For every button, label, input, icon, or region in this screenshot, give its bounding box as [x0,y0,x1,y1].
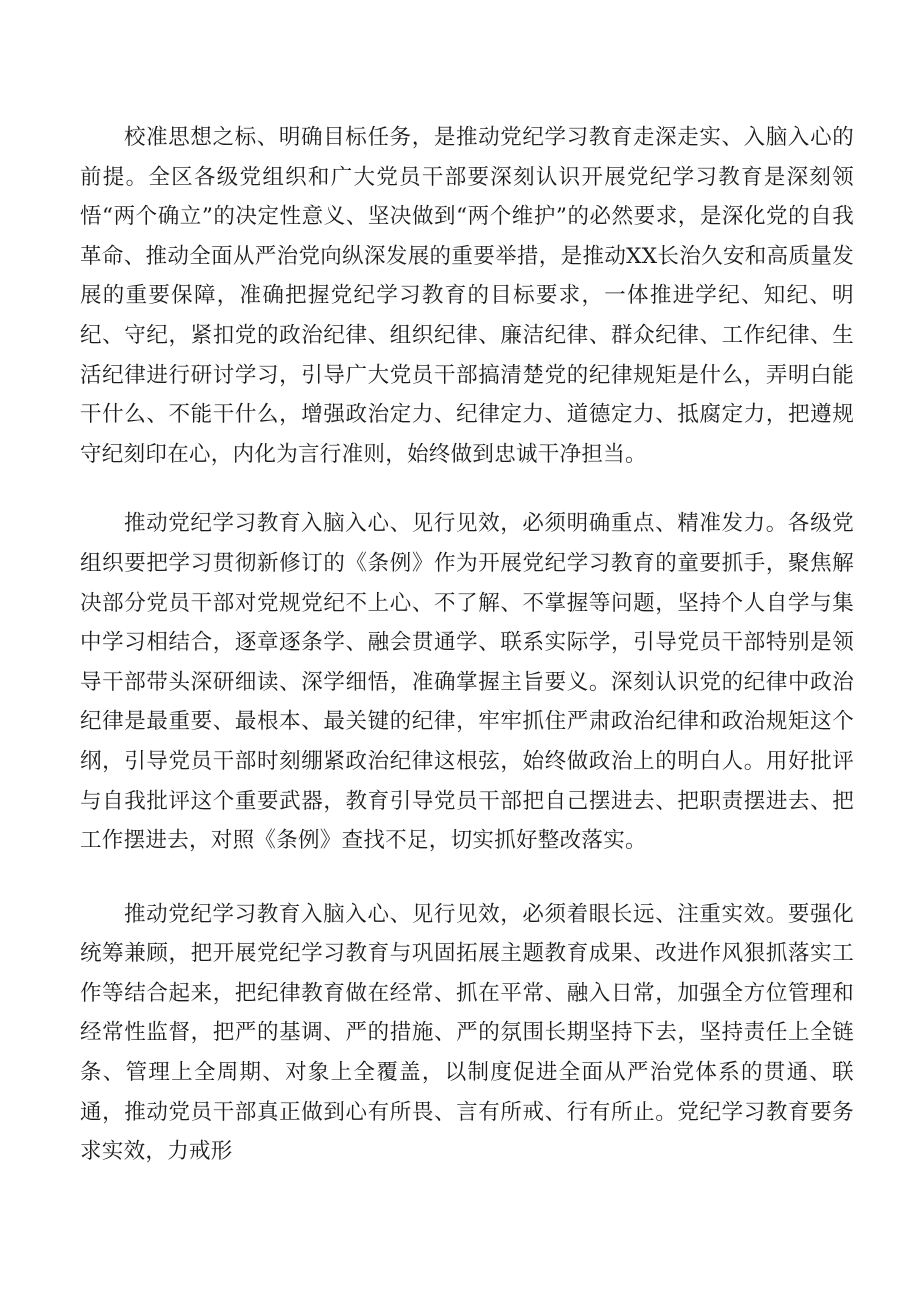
paragraph-long-term-effect: 推动党纪学习教育入脑入心、见行见效，必须着眼长远、注重实效。要强化统筹兼顾，把开展党纪学习教育与巩固拓展主题教育成果、改进作风狠抓落实工作等结合起来，把纪律教育做在经常、抓在平常、融入日常，加强全方位管理和经常性监督，把严的基调、严的措施、严的氛围长期坚持下去，坚持责任上全链条、管理上全周期、对象上全覆盖，以制度促进全面从严治党体系的贯通、联通，推动党员干部真正做到心有所畏、言有所戒、行有所止。党纪学习教育要务求实效，力戒形 [80,901,854,1165]
paragraph-key-focus: 推动党纪学习教育入脑入心、见行见效，必须明确重点、精准发力。各级党组织要把学习贯彻新修订的《条例》作为开展党纪学习教育的童要抓手，聚焦解决部分党员干部对党规党纪不上心、不了解、不掌握等问题，坚持个人自学与集中学习相结合，逐章逐条学、融会贯通学、联系实际学，引导党员干部特别是领导干部带头深研细读、深学细悟，准确掌握主旨要义。深刻认识党的纪律中政治纪律是最重要、最根本、最关键的纪律，牢牢抓住严肃政治纪律和政治规矩这个纲，引导党员干部时刻绷紧政治纪律这根弦，始终做政治上的明白人。用好批评与自我批评这个重要武器，教育引导党员干部把自己摆进去、把职责摆进去、把工作摆进去，对照《条例》查找不足，切实抓好整改落实。 [80,511,854,854]
paragraph-goal-tasks: 校准思想之标、明确目标任务，是推动党纪学习教育走深走实、入脑入心的前提。全区各级党组织和广大党员干部要深刻认识开展党纪学习教育是深刻领悟“两个确立”的决定性意义、坚决做到“两个维护”的必然要求，是深化党的自我革命、推动全面从严治党向纵深发展的重要举措，是推动XX长治久安和高质量发展的重要保障，准确把握党纪学习教育的目标要求，一体推进学纪、知纪、明纪、守纪，紧扣党的政治纪律、组织纪律、廉洁纪律、群众纪律、工作纪律、生活纪律进行研讨学习，引导广大党员干部搞清楚党的纪律规矩是什么，弄明白能干什么、不能干什么，增强政治定力、纪律定力、道德定力、抵腐定力，把遵规守纪刻印在心，内化为言行准则，始终做到忠诚干净担当。 [80,125,854,467]
